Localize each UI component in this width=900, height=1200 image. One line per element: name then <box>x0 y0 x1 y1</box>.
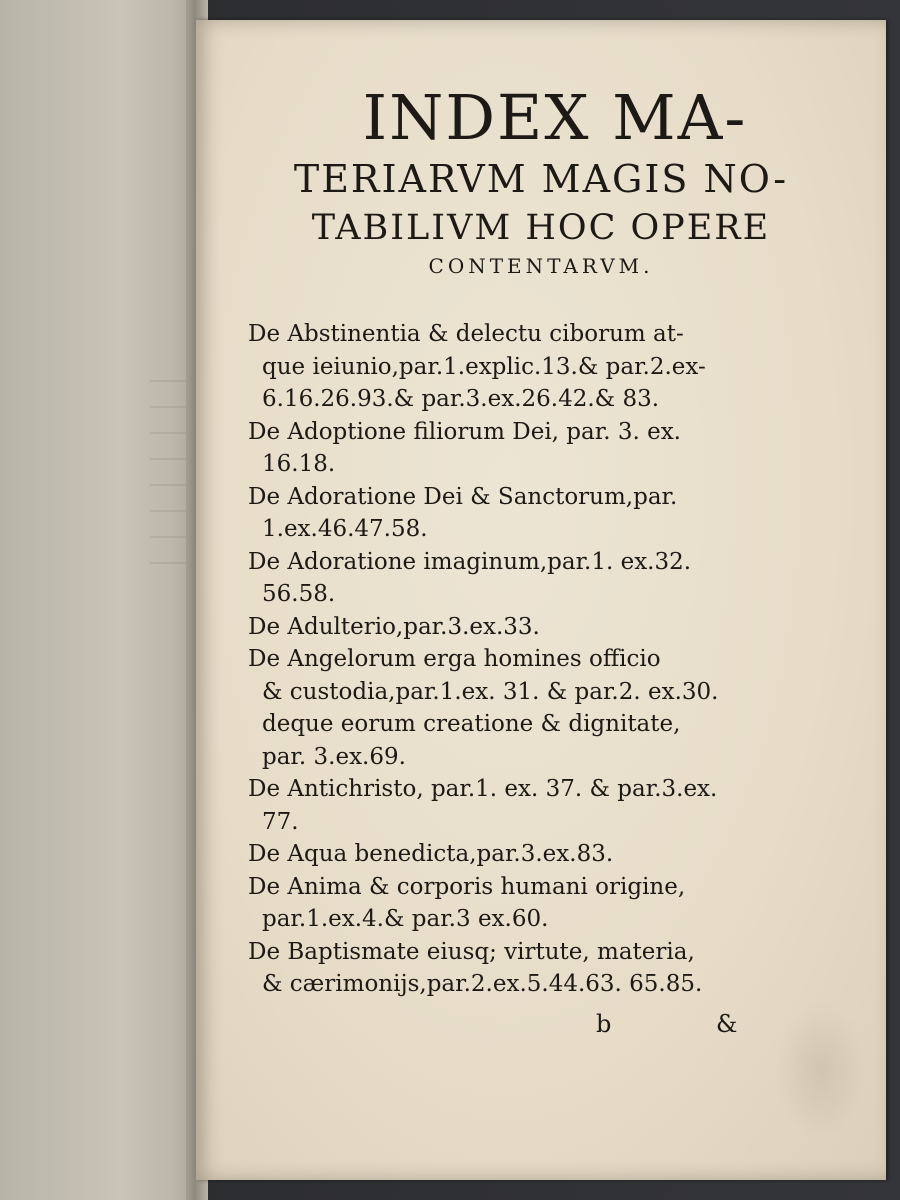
entry-continuation-line: 77. <box>262 808 299 835</box>
index-entry <box>248 643 848 773</box>
entry-heading-line: De Adoratione imaginum,par.1. ex.32. <box>248 548 692 575</box>
index-entries <box>248 318 848 1001</box>
entry-continuation-line: 16.18. <box>262 451 336 477</box>
entry-continuation-line: 1.ex.46.47.58. <box>262 516 428 542</box>
right-page <box>196 20 886 1180</box>
index-entry <box>248 318 848 416</box>
index-entry <box>248 936 848 1001</box>
entry-heading-line: De Baptismate eiusq; virtute, materia, <box>248 938 695 965</box>
index-entry <box>248 773 848 838</box>
title-line-3: TABILIVM HOC OPERE <box>311 208 771 248</box>
left-page <box>0 0 200 1200</box>
index-entry <box>248 838 848 871</box>
entry-heading-line: De Adulterio,par.3.ex.33. <box>248 613 540 640</box>
title-line-2: TERIARVM MAGIS NO- <box>293 157 789 201</box>
entry-continuation-line: par. 3.ex.69. <box>262 743 406 770</box>
index-entry <box>248 871 848 936</box>
entry-heading-line: De Anima & corporis humani origine, <box>248 873 686 900</box>
entry-continuation-line: par.1.ex.4.& par.3 ex.60. <box>262 906 549 932</box>
signature-mark: b <box>596 1010 612 1038</box>
entry-continuation-line: que ieiunio,par.1.explic.13.& par.2.ex- <box>262 353 706 380</box>
entry-heading-line: De Adoptione filiorum Dei, par. 3. ex. <box>248 418 681 445</box>
index-entry <box>248 416 848 481</box>
page-footer <box>196 1010 886 1044</box>
index-entry <box>248 481 848 546</box>
entry-continuation-line: & custodia,par.1.ex. 31. & par.2. ex.30. <box>262 678 719 705</box>
title-line-4: CONTENTARVM. <box>428 254 654 278</box>
entry-continuation-line: & cærimonijs,par.2.ex.5.44.63. 65.85. <box>262 971 703 997</box>
entry-heading-line: De Aqua benedicta,par.3.ex.83. <box>248 841 614 867</box>
index-entry <box>248 546 848 611</box>
catchword: & <box>716 1010 738 1038</box>
entry-continuation-line: deque eorum creatione & dignitate, <box>262 711 681 737</box>
entry-continuation-line: 6.16.26.93.& par.3.ex.26.42.& 83. <box>262 386 660 412</box>
index-title <box>196 82 886 280</box>
entry-heading-line: De Angelorum erga homines officio <box>248 646 661 672</box>
index-entry <box>248 611 848 644</box>
title-line-1: INDEX MA- <box>362 81 748 154</box>
index-page <box>196 20 886 1180</box>
entry-heading-line: De Abstinentia & delectu ciborum at- <box>248 321 684 347</box>
entry-heading-line: De Adoratione Dei & Sanctorum,par. <box>248 483 678 510</box>
entry-heading-line: De Antichristo, par.1. ex. 37. & par.3.ex. <box>248 776 718 802</box>
entry-continuation-line: 56.58. <box>262 581 336 607</box>
